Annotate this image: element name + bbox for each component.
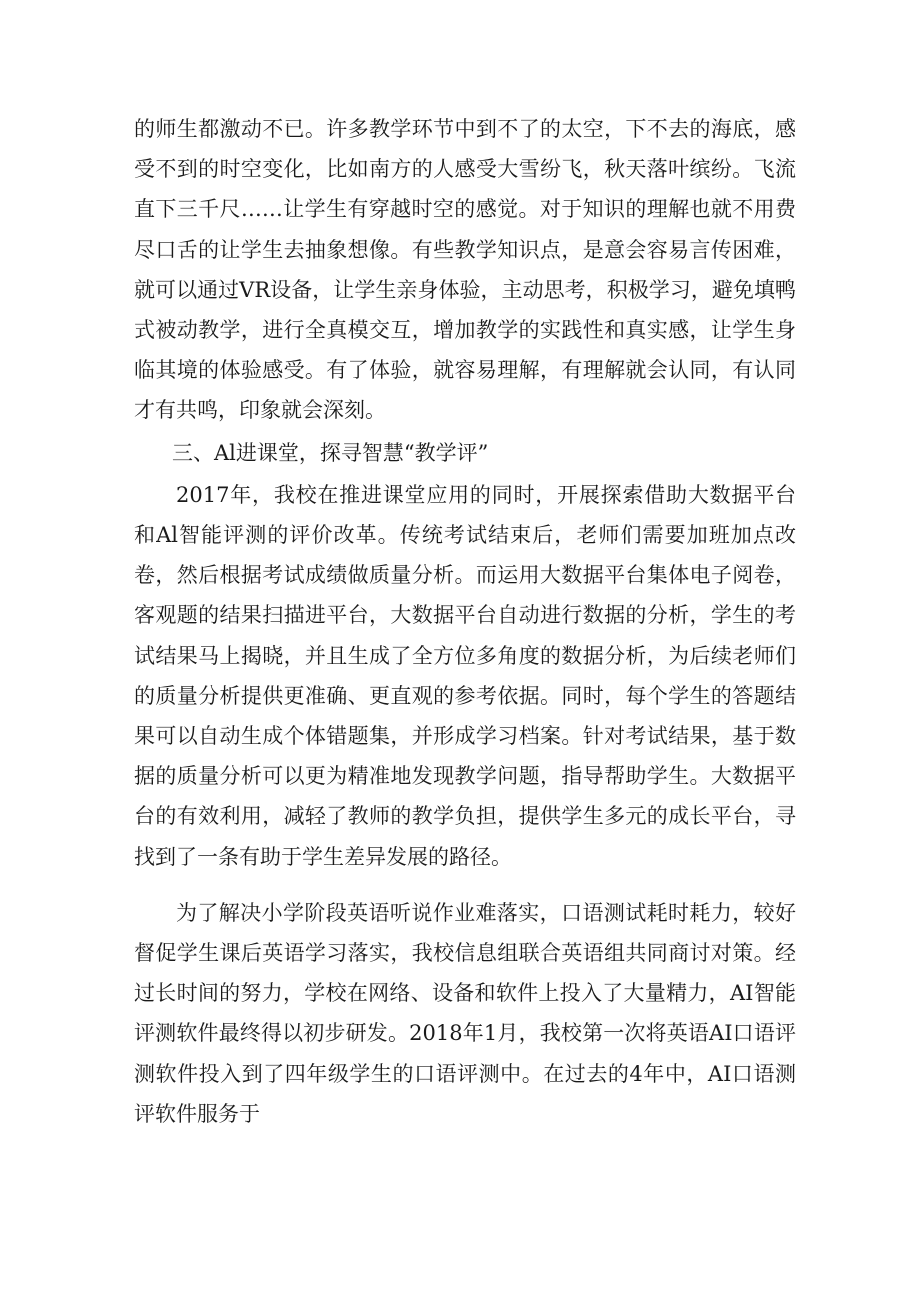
section-heading: 三、Al进课堂，探寻智慧“教学评” <box>172 440 489 465</box>
paragraph-continuation: 的师生都激动不已。许多教学环节中到不了的太空，下不去的海底，感受不到的时空变化，比如南方的人感受大雪纷飞，秋天落叶缤纷。飞流直下三千尺……让学生有穿越时空的感觉。对于知识的理解也就不用费尽口舌的让学生去抽象想像。有些教学知识点，是意会容易言传困难，就可以通过VR设备，让学生亲身体验，主动思考，积极学习，避免填鸭式被动教学，进行全真模交互，增加教学的实践性和真实感，让学生身临其境的体验感受。有了体验，就容易理解，有理解就会认同，有认同才有共鸣，印象就会深刻。 <box>134 117 796 423</box>
paragraph-big-data-evaluation: 2017年，我校在推进课堂应用的同时，开展探索借助大数据平台和Al智能评测的评价改革。传统考试结束后，老师们需要加班加点改卷，然后根据考试成绩做质量分析。而运用大数据平台集体电子阅卷，客观题的结果扫描进平台，大数据平台自动进行数据的分析，学生的考试结果马上揭晓，并且生成了全方位多角度的数据分析，为后续老师们的质量分析提供更准确、更直观的参考依据。同时，每个学生的答题结果可以自动生成个体错题集，并形成学习档案。针对考试结果，基于数据的质量分析可以更为精准地发现教学问题，指导帮助学生。大数据平台的有效利用，减轻了教师的教学负担，提供学生多元的成长平台，寻找到了一条有助于学生差异发展的路径。 <box>134 482 796 869</box>
document-body <box>134 109 796 1134</box>
paragraph-ai-oral-assessment: 为了解决小学阶段英语听说作业难落实，口语测试耗时耗力，较好督促学生课后英语学习落实，我校信息组联合英语组共同商讨对策。经过长时间的努力，学校在网络、设备和软件上投入了大量精力，AI智能评测软件最终得以初步研发。2018年1月，我校第一次将英语AI口语评测软件投入到了四年级学生的口语评测中。在过去的4年中，AI口语测评软件服务于 <box>134 900 796 1126</box>
